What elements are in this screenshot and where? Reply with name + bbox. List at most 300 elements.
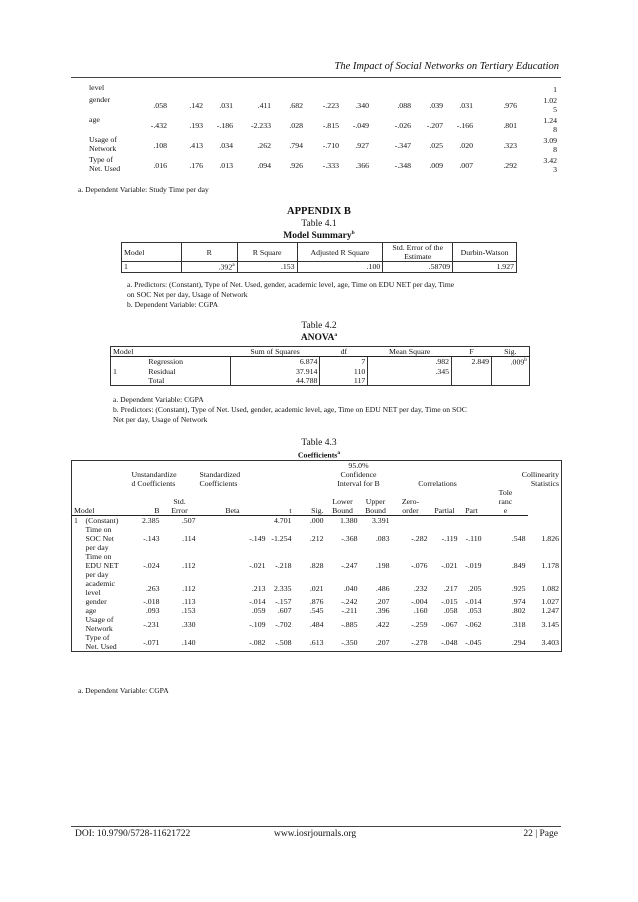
- coef-cell: -.082: [249, 637, 266, 647]
- table-cell: .323: [503, 140, 517, 150]
- table-cell: .413: [189, 140, 203, 150]
- coef-model-num: [72, 615, 84, 633]
- table-cell: .292: [503, 160, 517, 170]
- table-cell: -.333: [322, 160, 339, 170]
- coef-cell: -.368: [341, 534, 358, 543]
- coef-sub-line: e: [503, 506, 508, 515]
- coef-cell: -.045: [465, 637, 482, 647]
- coef-header-line: Collinearity: [521, 470, 559, 479]
- table-cell: .340: [355, 100, 369, 110]
- coef-row-label: [84, 606, 130, 615]
- coef-sub-line: Zero-: [401, 497, 420, 506]
- anova-df: 7: [320, 357, 368, 367]
- table-cell: .976: [503, 100, 517, 110]
- ms-std-error: .58709: [383, 262, 453, 273]
- table-cell: .025: [429, 140, 443, 150]
- table-cell: .007: [459, 160, 473, 170]
- coef-cell: -.119: [441, 534, 458, 543]
- coef-cell: -.143: [143, 534, 160, 543]
- coef-cell: .486: [375, 583, 390, 593]
- ms-note: a. Predictors: (Constant), Type of Net. Used, gender, academic level, age, Time on EDU NET per day, Time: [127, 280, 455, 289]
- anova-header-ss: Sum of Squares: [230, 347, 320, 357]
- coef-cell: -.071: [143, 637, 160, 647]
- ms-durbin-watson: 1.927: [453, 262, 517, 273]
- coef-header-line: 95.0%: [348, 461, 369, 470]
- coef-cell: -.157: [275, 597, 292, 606]
- coef-cell: 3.391: [371, 516, 390, 525]
- coef-row-label: [84, 597, 130, 606]
- coef-cell: .112: [182, 561, 196, 570]
- row-label-line: Usage of: [89, 135, 117, 144]
- ms-header-adj-r-square: Adjusted R Square: [297, 243, 383, 262]
- model-summary-notes: [127, 280, 454, 310]
- anova-model: 1: [113, 366, 117, 376]
- coef-cell: .040: [343, 583, 358, 593]
- coef-sub-line: ranc: [498, 497, 513, 506]
- footer-site: www.iosrjournals.org: [274, 829, 357, 839]
- coef-row-label: [84, 525, 130, 552]
- anova-ms: .345: [368, 367, 452, 376]
- coef-cell: .613: [309, 637, 324, 647]
- coef-label-line: Time on: [85, 525, 112, 534]
- anova-title-sup: a: [334, 332, 338, 338]
- coef-cell: 2.385: [141, 516, 160, 525]
- table-cell: -.432: [150, 120, 167, 130]
- coef-header-line: Interval for B: [337, 479, 380, 488]
- coef-cell: .113: [182, 597, 196, 606]
- row-label-line: Type of: [89, 155, 113, 164]
- row-label: [73, 115, 131, 135]
- anova-sig-value: .009: [510, 357, 525, 367]
- coef-label-line: Time on: [85, 552, 112, 561]
- coef-row: [72, 525, 562, 552]
- coef-label-line: age: [85, 606, 97, 615]
- coef-row: [72, 597, 562, 606]
- coef-row: [72, 579, 562, 597]
- coef-label-line: academic: [85, 579, 115, 588]
- table-cell: -.186: [216, 120, 233, 130]
- anova-sig-sup: b: [524, 357, 527, 363]
- coef-cell: -.885: [341, 619, 358, 629]
- coef-row-label: [84, 579, 130, 597]
- coefficients-continuation-table: [73, 83, 559, 175]
- coef-cell: .422: [375, 619, 390, 629]
- coef-cell: .205: [467, 583, 482, 593]
- table-cell: [169, 83, 205, 95]
- coef-row: [72, 516, 562, 526]
- coef-cell: [528, 516, 562, 526]
- model-summary-table: [121, 242, 517, 273]
- table-cell: 1.24 8: [543, 116, 557, 134]
- coef-row: [72, 633, 562, 652]
- table-cell: -.049: [352, 120, 369, 130]
- coef-cell: .198: [375, 561, 390, 570]
- table-cell: .108: [153, 140, 167, 150]
- table-cell: .411: [257, 100, 271, 110]
- table-cell: [475, 83, 519, 95]
- anova-row: [111, 376, 530, 386]
- table-cell: 1.02 5: [543, 96, 557, 114]
- ms-header-r-square: R Square: [237, 243, 297, 262]
- coef-cell: .876: [309, 597, 324, 606]
- ms-header-durbin-watson: Durbin-Watson: [453, 243, 517, 262]
- table-cell: -.710: [322, 140, 339, 150]
- coef-model-num: 1: [74, 516, 78, 525]
- table-cell: -2.233: [250, 120, 271, 130]
- anova-ss: 44.788: [230, 376, 320, 386]
- anova-ss: 37.914: [230, 367, 320, 376]
- coef-header-line: Confidence: [340, 470, 377, 479]
- coef-cell: -.702: [275, 619, 292, 629]
- coef-cell: .212: [309, 534, 324, 543]
- table-cell: -.348: [394, 160, 411, 170]
- coef-label-line: SOC Net: [85, 534, 114, 543]
- coef-header-empty: [294, 461, 326, 489]
- table-cell: .682: [289, 100, 303, 110]
- coef-sub-partial: Partial: [430, 488, 460, 516]
- coef-sub-beta: Beta: [198, 488, 268, 516]
- coef-label-line: (Constant): [85, 516, 119, 525]
- coef-cell: 3.403: [541, 637, 559, 647]
- coef-header-line: Statistics: [530, 479, 559, 488]
- row-label: [73, 135, 131, 155]
- table-cell: -.166: [456, 120, 473, 130]
- appendix-heading: APPENDIX B: [287, 206, 351, 217]
- table-cell: .039: [429, 100, 443, 110]
- coef-cell: 1.082: [541, 583, 559, 593]
- coef-cell: .548: [511, 534, 526, 543]
- model-summary-title: Model Summary: [283, 231, 352, 242]
- anova-label: Regression: [148, 357, 184, 367]
- coef-cell: -.018: [143, 597, 160, 606]
- coefficients-note: a. Dependent Variable: CGPA: [78, 686, 169, 695]
- coef-cell: [484, 516, 528, 526]
- coef-cell: 4.701: [273, 516, 292, 525]
- table-cell: .031: [219, 100, 233, 110]
- anova-note: Net per day, Usage of Network: [113, 415, 208, 424]
- table-cell: .034: [219, 140, 233, 150]
- table-cell: .366: [355, 160, 369, 170]
- table-cell: .088: [397, 100, 411, 110]
- anova-model: [111, 357, 147, 367]
- anova-sig: [492, 367, 530, 376]
- coef-cell: .160: [413, 606, 428, 615]
- coef-cell: 1.247: [541, 606, 559, 615]
- table-cell: .013: [219, 160, 233, 170]
- table-row: [73, 95, 559, 115]
- coef-cell: .396: [375, 606, 390, 615]
- table-cell: .262: [257, 140, 271, 150]
- coef-cell: 1.178: [541, 561, 559, 570]
- ms-r: [181, 262, 237, 273]
- table-cell: .794: [289, 140, 303, 150]
- table-cell: .028: [289, 120, 303, 130]
- table-cell: .176: [189, 160, 203, 170]
- table-cell: [341, 83, 371, 95]
- coef-header-ci: [326, 461, 392, 489]
- anova-row: [111, 357, 530, 367]
- coef-cell: .507: [181, 516, 196, 525]
- coef-sub-tolerance: [484, 488, 528, 516]
- coef-row-label: [84, 633, 130, 652]
- journal-title-header: The Impact of Social Networks on Tertiary Education: [334, 61, 559, 72]
- coef-sub-lower: [326, 488, 360, 516]
- coef-cell: [198, 516, 268, 526]
- anova-sig: [492, 357, 530, 367]
- anova-header-df: df: [320, 347, 368, 357]
- coef-cell: 1.380: [339, 516, 358, 525]
- coef-cell: .484: [309, 619, 324, 629]
- coef-cell: .207: [375, 637, 390, 647]
- anova-note: b. Predictors: (Constant), Type of Net. Used, gender, academic level, age, Time on EDU NET per day, Time on SOC: [113, 405, 467, 414]
- coef-header-empty: [268, 461, 294, 489]
- table-cell: .142: [189, 100, 203, 110]
- coef-cell: .263: [145, 583, 160, 593]
- coef-cell: .318: [511, 619, 526, 629]
- coef-cell: -.282: [411, 534, 428, 543]
- coef-label-line: Usage of: [85, 615, 114, 624]
- table-cell: [273, 83, 305, 95]
- anova-label: Residual: [148, 366, 176, 376]
- coef-cell: -.110: [465, 534, 482, 543]
- coef-model-num: [72, 525, 84, 552]
- coef-sub-line: order: [402, 506, 419, 515]
- anova-df: 110: [320, 367, 368, 376]
- table-row: [73, 83, 559, 95]
- coef-cell: .828: [309, 561, 324, 570]
- table-cell: [305, 83, 341, 95]
- coef-sub-std-error: [162, 488, 198, 516]
- anova-header-sig: Sig.: [492, 347, 530, 357]
- coef-cell: .207: [375, 597, 390, 606]
- coef-label-line: Network: [85, 624, 113, 633]
- anova-row: [111, 367, 530, 376]
- coef-header-line: Standardized: [199, 470, 241, 479]
- coefficients-title: Coefficients: [297, 450, 338, 460]
- coef-cell: .153: [181, 606, 196, 615]
- anova-ms: [368, 376, 452, 386]
- footer-rule: [71, 826, 561, 827]
- coef-cell: -.015: [441, 597, 458, 606]
- row-label: [73, 155, 131, 175]
- footer-doi: DOI: 10.9790/5728-11621722: [75, 829, 191, 839]
- coef-sub-upper: [360, 488, 392, 516]
- coef-cell: 1.027: [541, 597, 559, 606]
- coef-cell: 1.826: [541, 534, 559, 543]
- table-cell: [445, 83, 475, 95]
- coef-cell: .294: [511, 637, 526, 647]
- coef-cell: .974: [511, 597, 526, 606]
- table-cell: 3.09 8: [543, 136, 557, 154]
- coef-cell: .607: [277, 606, 292, 615]
- anova-label: Total: [148, 375, 165, 385]
- coef-cell: -1.254: [271, 534, 292, 543]
- table-row: [73, 115, 559, 135]
- coef-model-num: [72, 633, 84, 652]
- coef-cell: .059: [251, 606, 266, 615]
- coef-cell: .232: [413, 583, 428, 593]
- coef-model-num: [72, 597, 84, 606]
- table-cell: .193: [189, 120, 203, 130]
- coef-cell: .000: [309, 516, 324, 525]
- anova-notes: [113, 395, 467, 425]
- table-4-1-caption: Table 4.1: [301, 219, 337, 229]
- coef-cell: -.218: [275, 561, 292, 570]
- coef-cell: .021: [309, 583, 324, 593]
- coef-cell: .114: [182, 534, 196, 543]
- anova-ms: .982: [368, 357, 452, 367]
- table-cell: .016: [153, 160, 167, 170]
- coef-label-line: per day: [85, 570, 109, 579]
- ms-header-r: R: [181, 243, 237, 262]
- coef-cell: -.242: [341, 597, 358, 606]
- table-4-2-caption: Table 4.2: [301, 321, 337, 331]
- table-cell: [205, 83, 235, 95]
- anova-f: [452, 376, 492, 386]
- coef-model-num: [72, 579, 84, 597]
- table-cell: -.223: [322, 100, 339, 110]
- anova-f: 2.849: [452, 357, 492, 367]
- anova-header-model: Model: [111, 347, 231, 357]
- coef-cell: .217: [443, 583, 458, 593]
- coef-sub-t: t: [268, 488, 294, 516]
- table-cell: .031: [459, 100, 473, 110]
- table-cell: [235, 83, 273, 95]
- coef-sub-model: Model: [72, 488, 130, 516]
- coef-row: [72, 552, 562, 579]
- coef-cell: -.149: [249, 534, 266, 543]
- coef-cell: .925: [511, 583, 526, 593]
- coef-cell: -.021: [441, 561, 458, 570]
- ms-header-model: Model: [122, 243, 182, 262]
- coef-cell: -.014: [465, 597, 482, 606]
- coef-cell: 2.335: [273, 583, 292, 593]
- coef-cell: .112: [182, 583, 196, 593]
- coef-row-label: [84, 615, 130, 633]
- coef-label-line: level: [85, 588, 101, 597]
- coef-label-line: gender: [85, 597, 107, 606]
- coef-sub-zero: [392, 488, 430, 516]
- coef-sub-sig: Sig.: [294, 488, 326, 516]
- table-cell: 1: [553, 84, 557, 94]
- table-cell: -.815: [322, 120, 339, 130]
- table-cell: [371, 83, 413, 95]
- coef-cell: -.211: [341, 606, 358, 615]
- coef-cell: .330: [181, 619, 196, 629]
- row-label: [73, 95, 131, 115]
- ms-note: on SOC Net per day, Usage of Network: [127, 290, 248, 299]
- coef-cell: -.019: [465, 561, 482, 570]
- table-cell: .058: [153, 100, 167, 110]
- header-rule: [71, 77, 561, 78]
- coef-label-line: per day: [85, 543, 109, 552]
- coefficients-title-sup: a: [337, 450, 341, 456]
- anova-sig: [492, 376, 530, 386]
- coef-cell: .053: [467, 606, 482, 615]
- row-label-line: age: [89, 115, 100, 124]
- coef-row-label: [84, 516, 130, 526]
- table-cell: -.026: [394, 120, 411, 130]
- coef-cell: 3.145: [541, 619, 559, 629]
- ms-note: b. Dependent Variable: CGPA: [127, 300, 219, 309]
- coef-cell: -.278: [411, 637, 428, 647]
- coef-cell: -.024: [143, 561, 160, 570]
- coef-header-coll: [484, 461, 562, 489]
- coef-header-corr: Correlations: [418, 479, 457, 488]
- anova-f: [452, 367, 492, 376]
- coef-cell: -.109: [249, 619, 266, 629]
- coef-sub-line: Lower: [332, 497, 353, 506]
- table-cell: [413, 83, 445, 95]
- top-table-note: a. Dependent Variable: Study Time per day: [78, 185, 209, 194]
- coef-header-line: Unstandardize: [131, 470, 177, 479]
- coef-cell: .093: [145, 606, 160, 615]
- coef-cell: -.062: [465, 619, 482, 629]
- coef-header-unstd: [130, 461, 198, 489]
- coef-row: [72, 606, 562, 615]
- row-label-line: level: [89, 83, 105, 92]
- coef-cell: -.021: [249, 561, 266, 570]
- coef-label-line: Type of: [85, 633, 110, 642]
- table-4-3-title: [0, 450, 638, 460]
- coef-sub-line: Upper: [365, 497, 386, 506]
- coef-sub-line: Error: [171, 506, 188, 515]
- table-cell: .801: [503, 120, 517, 130]
- anova-table: [110, 346, 530, 386]
- coef-cell: [460, 516, 484, 526]
- coef-row-label: [84, 552, 130, 579]
- table-cell: 3.42 3: [543, 156, 557, 174]
- table-cell: .927: [355, 140, 369, 150]
- table-cell: .094: [257, 160, 271, 170]
- ms-model: 1: [122, 262, 182, 273]
- coef-cell: -.076: [411, 561, 428, 570]
- coef-model-num: [72, 606, 84, 615]
- coef-sub-line: Std.: [173, 497, 186, 506]
- coef-row: [72, 615, 562, 633]
- table-cell: -.347: [394, 140, 411, 150]
- coef-header-std: [198, 461, 268, 489]
- anova-header-ms: Mean Square: [368, 347, 452, 357]
- table-cell: .926: [289, 160, 303, 170]
- table-4-1-title: [0, 230, 638, 241]
- coef-cell: .213: [251, 583, 266, 593]
- table-4-3-caption: Table 4.3: [301, 438, 337, 448]
- anova-note: a. Dependent Variable: CGPA: [113, 395, 204, 404]
- coef-label-line: EDU NET: [85, 561, 119, 570]
- coef-sub-line: Bound: [365, 506, 386, 515]
- coef-cell: -.247: [341, 561, 358, 570]
- anova-header-f: F: [452, 347, 492, 357]
- anova-model: [111, 376, 147, 386]
- coef-cell: [392, 516, 430, 526]
- coef-cell: -.231: [143, 619, 160, 629]
- coef-cell: -.067: [441, 619, 458, 629]
- coef-cell: .802: [511, 606, 526, 615]
- coef-cell: .140: [181, 637, 196, 647]
- coef-cell: -.014: [249, 597, 266, 606]
- coef-cell: -.048: [441, 637, 458, 647]
- coefficients-table: [71, 460, 562, 652]
- coef-cell: .849: [511, 561, 526, 570]
- footer-page: 22 | Page: [523, 829, 558, 839]
- coef-cell: .058: [443, 606, 458, 615]
- coef-header-line: Coefficients: [199, 479, 238, 488]
- coef-sub-part: Part: [460, 488, 484, 516]
- coef-cell: -.508: [275, 637, 292, 647]
- ms-adj-r-square: .100: [297, 262, 383, 273]
- coef-model-num: [72, 552, 84, 579]
